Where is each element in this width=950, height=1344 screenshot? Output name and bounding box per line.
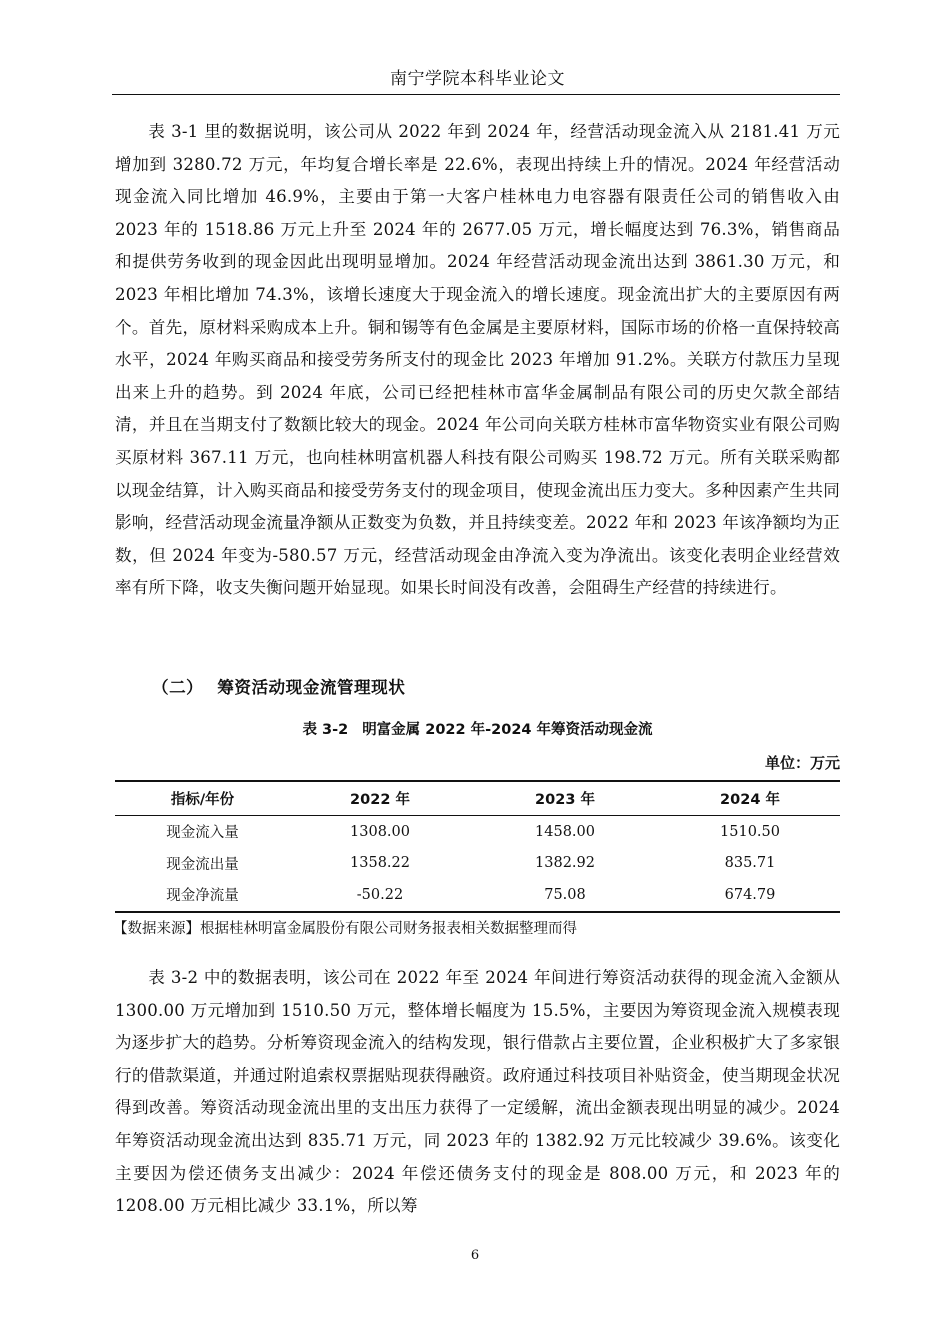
table-cell: 1308.00 bbox=[350, 823, 410, 840]
table-header-row bbox=[115, 781, 840, 816]
table-header-cell: 2024 年 bbox=[660, 781, 840, 816]
section-title: 筹资活动现金流管理现状 bbox=[217, 678, 406, 697]
table-cell: 674.79 bbox=[660, 879, 840, 912]
table-cell: 835.71 bbox=[724, 855, 776, 872]
table-data-source: 【数据来源】根据桂林明富金属股份有限公司财务报表相关数据整理而得 bbox=[113, 921, 577, 937]
body-paragraph-operating-cashflow: 表 3-1 里的数据说明，该公司从 2022 年到 2024 年，经营活动现金流入从 2181.41 万元增加到 3280.72 万元，年均复合增长率是 22.6%，表现出持续上升的情况。2024 年经营活动现金流入同比增加 46.9%，主要由于第一大客户桂林电力电容器有限责任公司的销售收入由 2023 年的 1518.86 万元上升至 2024 年的 2677.05 万元，增长幅度达到 76.3%，销售商品和提供劳务收到的现金因此出现明显增加。2024 年经营活动现金流出达到 3861.30 万元，和 2023 年相比增加 74.3%，该增长速度大于现金流入的增长速度。现金流出扩大的主要原因有两个。首先，原材料采购成本上升。铜和锡等有色金属是主要原材料，国际市场的价格一直保持较高水平，2024 年购买商品和接受劳务所支付的现金比 2023 年增加 91.2%。关联方付款压力呈现出来上升的趋势。到 2024 年底，公司已经把桂林市富华金属制品有限公司的历史欠款全部结清，并且在当期支付了数额比较大的现金。2024 年公司向关联方桂林市富华物资实业有限公司购买原材料 367.11 万元，也向桂林明富机器人科技有限公司购买 198.72 万元。所有关联采购都以现金结算，计入购买商品和接受劳务支付的现金项目，使现金流出压力变大。多种因素产生共同影响，经营活动现金流量净额从正数变为负数，并且持续变差。2022 年和 2023 年该净额均为正数，但 2024 年变为-580.57 万元，经营活动现金由净流入变为净流出。该变化表明企业经营效率有所下降，收支失衡问题开始显现。如果长时间没有改善，会阻碍生产经营的持续进行。 bbox=[115, 122, 840, 598]
table-cell: 1382.92 bbox=[535, 855, 595, 872]
table-cell: 75.08 bbox=[470, 879, 660, 912]
table-unit-label: 单位：万元 bbox=[764, 754, 840, 772]
table-header-cell: 指标/年份 bbox=[115, 781, 290, 816]
section-heading bbox=[152, 674, 405, 698]
page-number: 6 bbox=[470, 1248, 480, 1263]
table-cell: 1358.22 bbox=[350, 855, 410, 872]
table-cell: 1458.00 bbox=[535, 823, 595, 840]
section-number: （二） bbox=[152, 678, 204, 697]
table-caption bbox=[115, 718, 840, 739]
table-row bbox=[115, 848, 840, 880]
body-paragraph-financing-cashflow: 表 3-2 中的数据表明，该公司在 2022 年至 2024 年间进行筹资活动获得的现金流入金额从 1300.00 万元增加到 1510.50 万元，整体增长幅度为 15.5%，主要因为筹资现金流入规模表现为逐步扩大的趋势。分析筹资现金流入的结构发现，银行借款占主要位置，企业积极扩大了多家银行的借款渠道，并通过附追索权票据贴现获得融资。政府通过科技项目补贴资金，使当期现金状况得到改善。筹资活动现金流出里的支出压力获得了一定缓解，流出金额表现出明显的减少。2024 年筹资活动现金流出达到 835.71 万元，同 2023 年的 1382.92 万元比较减少 39.6%。该变化主要因为偿还债务支出减少：2024 年偿还债务支付的现金是 808.00 万元，和 2023 年的 1208.00 万元相比减少 33.1%，所以筹 bbox=[115, 968, 840, 1216]
table-row-label: 现金流出量 bbox=[166, 856, 239, 873]
financing-cashflow-table bbox=[115, 780, 840, 913]
table-cell: -50.22 bbox=[290, 879, 470, 912]
header-rule bbox=[112, 94, 840, 95]
table-row-label: 现金净流量 bbox=[115, 879, 290, 912]
table-header-cell: 2022 年 bbox=[290, 781, 470, 816]
running-header: 南宁学院本科毕业论文 bbox=[390, 69, 565, 89]
table-caption-number: 表 3-2 bbox=[302, 722, 349, 738]
table-header-cell: 2023 年 bbox=[470, 781, 660, 816]
table-caption-text: 明富金属 2022 年-2024 年筹资活动现金流 bbox=[362, 722, 653, 738]
table-row bbox=[115, 816, 840, 848]
table-row bbox=[115, 879, 840, 912]
table-cell: 1510.50 bbox=[720, 823, 780, 840]
table-row-label: 现金流入量 bbox=[166, 825, 239, 842]
